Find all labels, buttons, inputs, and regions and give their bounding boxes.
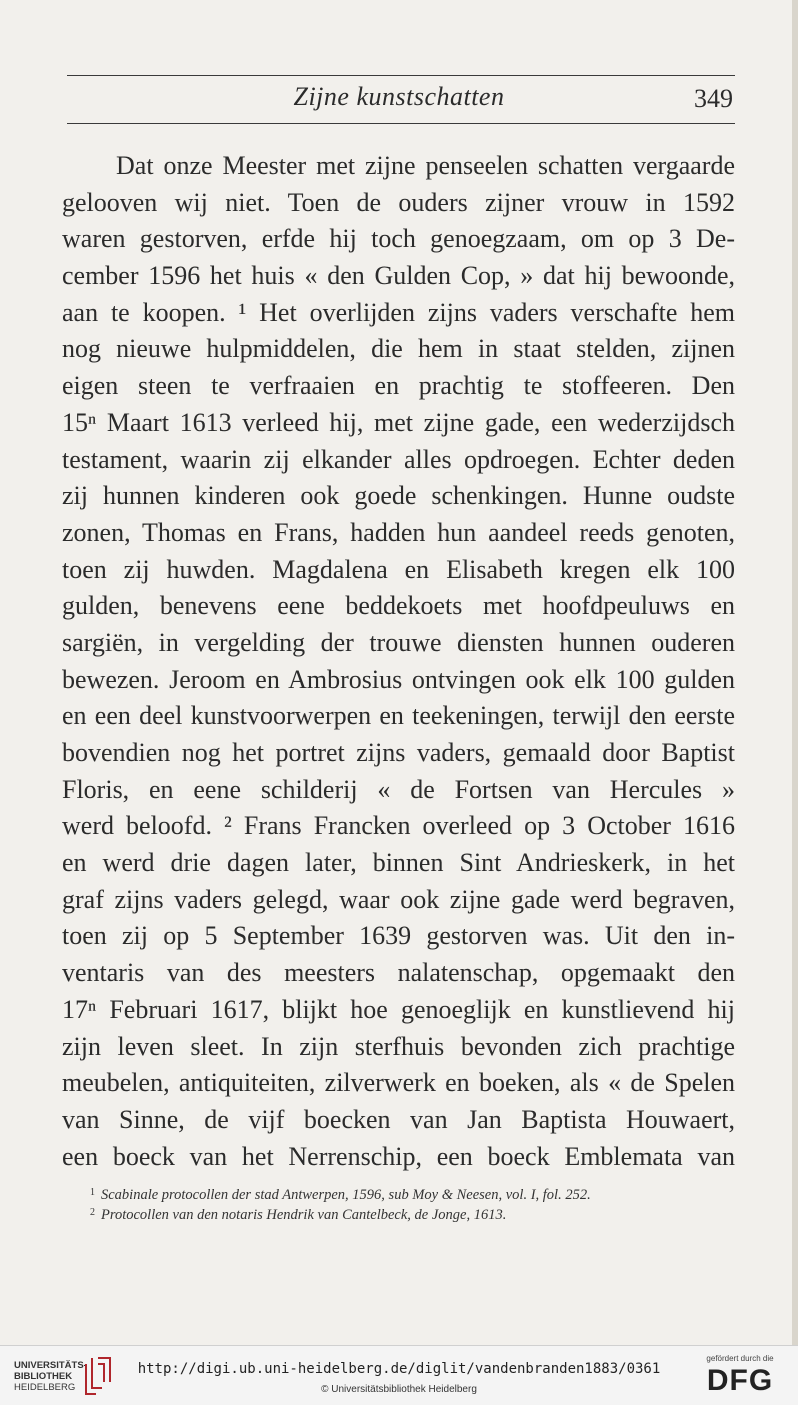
header-rule-bottom <box>67 123 735 124</box>
text-line: gulden, benevens eene beddekoets met hoofdpeuluws en <box>62 591 735 621</box>
dfg-logo[interactable]: DFG <box>706 1364 774 1397</box>
text-line: testament, waarin zij elkander alles opdroegen. Echter deden <box>62 444 735 474</box>
text-line: Dat onze Meester met zijne penseelen schatten vergaarde <box>116 151 735 180</box>
text-line: eigen steen te verfraaien en prachtig te stoffeeren. Den <box>62 371 735 401</box>
text-line: toen zij op 5 September 1639 gestorven was. Uit den in- <box>62 921 735 951</box>
text-line: 15ⁿ Maart 1613 verleed hij, met zijne gade, een wederzijdsch <box>62 407 735 437</box>
footnote-mark: 2 <box>90 1207 95 1218</box>
page-edge <box>792 0 798 1345</box>
text-line: meubelen, antiquiteiten, zilverwerk en boeken, als « de Spelen <box>62 1068 735 1098</box>
body-text <box>62 148 735 1175</box>
text-line: bewezen. Jeroom en Ambrosius ontvingen ook elk 100 gulden <box>62 664 735 694</box>
text-line: nog nieuwe hulpmiddelen, die hem in staat stelden, zijnen <box>62 334 735 364</box>
text-line: aan te koopen. ¹ Het overlijden zijns vaders verschafte hem <box>62 297 735 327</box>
text-line: 17ⁿ Februari 1617, blijkt hoe genoeglijk en kunstlievend hij <box>62 994 735 1024</box>
text-line: sargiën, in vergelding der trouwe diensten hunnen ouderen <box>62 627 735 657</box>
text-line: en een deel kunstvoorwerpen en teekeningen, terwijl den eerste <box>62 701 735 731</box>
footer-bar <box>0 1345 798 1405</box>
text-line: waren gestorven, erfde hij toch genoegzaam, om op 3 De- <box>62 224 735 254</box>
footnotes <box>90 1183 740 1223</box>
page-number: 349 <box>694 84 733 113</box>
text-line: werd beloofd. ² Frans Francken overleed op 3 October 1616 <box>62 811 735 841</box>
text-line: cember 1596 het huis « den Gulden Cop, » dat hij bewoonde, <box>62 261 735 291</box>
text-line: zij hunnen kinderen ook goede schenkingen. Hunne oudste <box>62 481 735 511</box>
text-line: zonen, Thomas en Frans, hadden hun aandeel reeds genoten, <box>62 517 735 547</box>
university-line: HEIDELBERG <box>14 1382 76 1393</box>
text-line: toen zij huwden. Magdalena en Elisabeth kregen elk 100 <box>62 554 735 584</box>
footnote <box>90 1183 740 1203</box>
footnote-text: Scabinale protocollen der stad Antwerpen, 1596, sub Moy & Neesen, vol. I, fol. 252. <box>101 1187 591 1203</box>
running-header-title: Zijne kunstschatten <box>293 82 505 111</box>
university-line: BIBLIOTHEK <box>14 1371 73 1382</box>
text-line: gelooven wij niet. Toen de ouders zijner vrouw in 1592 <box>62 187 735 217</box>
text-line: Floris, en eene schilderij « de Fortsen van Hercules » <box>62 774 735 804</box>
text-line: een boeck van het Nerrenschip, een boeck Emblemata van <box>62 1141 735 1171</box>
copyright-notice: © Universitätsbibliothek Heidelberg <box>321 1384 477 1395</box>
header-rule-top <box>67 75 735 76</box>
permalink-url[interactable]: http://digi.ub.uni-heidelberg.de/diglit/vandenbranden1883/0361 <box>137 1361 661 1377</box>
text-line: bovendien nog het portret zijns vaders, gemaald door Baptist <box>62 738 735 767</box>
footnote-mark: 1 <box>90 1187 95 1198</box>
text-line: van Sinne, de vijf boecken van Jan Baptista Houwaert, <box>62 1104 735 1134</box>
university-line: UNIVERSITÄTS- <box>14 1360 87 1371</box>
footnote <box>90 1203 740 1223</box>
text-line: graf zijns vaders gelegd, waar ook zijne gade werd begraven, <box>62 884 735 914</box>
funded-by-label: gefördert durch die <box>706 1354 774 1363</box>
text-line: en werd drie dagen later, binnen Sint Andrieskerk, in het <box>62 848 735 878</box>
footnote-text: Protocollen van den notaris Hendrik van Cantelbeck, de Jonge, 1613. <box>101 1207 507 1223</box>
text-line: zijn leven sleet. In zijn sterfhuis bevonden zich prachtige <box>62 1031 735 1061</box>
text-line: ventaris van des meesters nalatenschap, opgemaakt den <box>62 958 735 988</box>
